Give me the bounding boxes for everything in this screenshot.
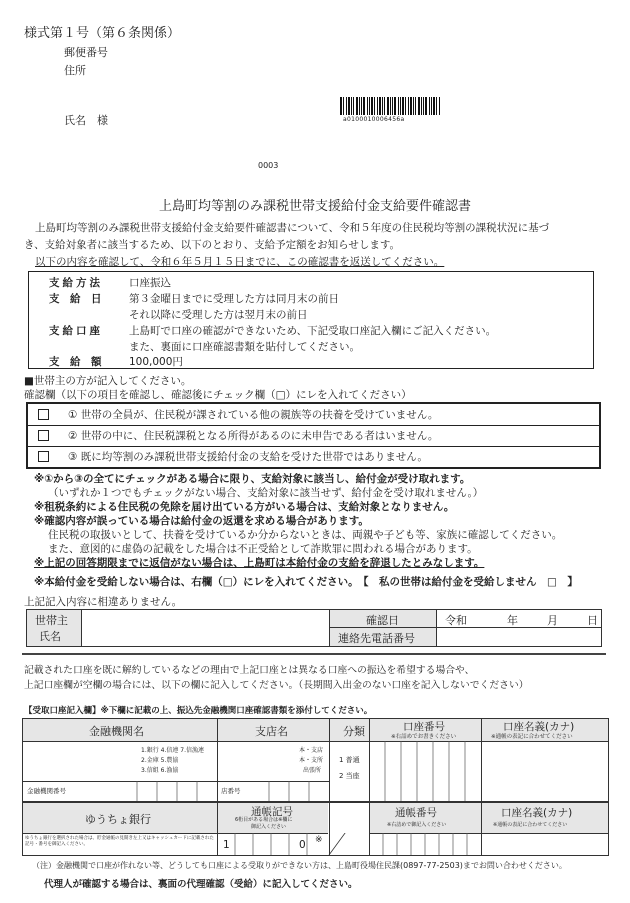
checkbox[interactable] (38, 409, 49, 420)
barcode-bar (390, 97, 391, 115)
intro-line-1: 上島町均等割のみ課税世帯支援給付金支給要件確認書について、令和５年度の住民税均等割の課税状況に基づ (35, 222, 550, 234)
decline-statement[interactable]: 【 私の世帯は給付金を受給しません □ 】 (358, 576, 578, 588)
holder-header: 口座名義(カナ) (503, 721, 575, 733)
type-header: 分類 (343, 725, 365, 738)
checklist-item[interactable] (28, 425, 599, 447)
checkbox[interactable] (38, 451, 49, 462)
amount-label: 支 給 額 (49, 356, 102, 368)
barcode-bar (374, 97, 375, 115)
barcode-bar (379, 97, 381, 115)
type-2[interactable]: 2 当座 (339, 772, 360, 780)
name-input[interactable] (82, 610, 329, 646)
date-value-2: それ以降に受理した方は翌月末の前日 (129, 309, 308, 321)
barcode-bar (413, 97, 414, 115)
intro-line-3: 以下の内容を確認して、令和６年５月１５日までに、この確認書を返送してください。 (35, 256, 445, 268)
intro-line-2: き、支給対象者に該当するため、以下のとおり、支給予定額をお知らせします。 (24, 239, 401, 251)
confirm-date-label: 確認日 (366, 614, 399, 627)
footer-note: （注）金融機関で口座が作れない等、どうしても口座による受取りができない方は、上島町役場住民課(0897-77-2503)までお問い合わせください。 (32, 861, 567, 870)
barcode-bar (405, 97, 406, 115)
barcode-bar (361, 97, 362, 115)
checklist-text: ② 世帯の中に、住民税課税となる所得があるのに未申告である者はいません。 (68, 430, 439, 442)
account-form-yucho (22, 802, 609, 856)
bank-types-3: 3.信組 6.漁協 (141, 767, 179, 774)
barcode-bar (367, 97, 368, 115)
holder-note: ※通帳の表記に合わせてください (491, 734, 573, 740)
passbook-boxes[interactable] (369, 833, 481, 855)
checklist-text: ① 世帯の全員が、住民税が課されている他の親族等の扶養を受けていません。 (68, 409, 439, 421)
household-note-2: 確認欄（以下の項目を確認し、確認後にチェック欄（□）にレを入れてください） (24, 389, 412, 401)
holder2-note: ※通帳の表記に合わせてください (493, 822, 568, 828)
barcode-bar (387, 97, 389, 115)
barcode-bar (431, 97, 432, 115)
name-label: 氏名 様 (64, 114, 108, 127)
symbol-zero: 0 (299, 839, 306, 851)
barcode-bar (353, 97, 354, 115)
amount-value: 100,000円 (129, 356, 183, 368)
account-no-note: ※右詰めでお書きください (391, 734, 457, 740)
yucho-label: ゆうちょ銀行 (85, 813, 151, 826)
method-label: 支給方法 (49, 277, 103, 289)
barcode-bar (433, 97, 435, 115)
bank-code-label: 金融機関番号 (27, 787, 66, 795)
symbol-mark: ※ (315, 835, 323, 845)
barcode-bar (408, 97, 409, 115)
symbol-label: 通帳記号 (251, 806, 293, 818)
barcode-bar (402, 97, 404, 115)
barcode-bar (348, 97, 350, 115)
branch-code-label: 店番号 (221, 787, 241, 795)
symbol-boxes[interactable] (217, 833, 369, 855)
confirm-statement: 上記記入内容に相違ありません。 (24, 596, 183, 608)
account-note-2: 上記口座欄が空欄の場合には、以下の欄に記入してください。（長期間入出金のない口座を記入しないでください） (24, 680, 529, 691)
barcode-bar (415, 97, 416, 115)
barcode-bar (394, 97, 396, 115)
branch-name-header: 支店名 (255, 725, 288, 738)
barcode-bar (346, 97, 347, 115)
note-5: ※本給付金を受給しない場合は、右欄（□）にレを入れてください。 (34, 576, 359, 588)
barcode-bar (356, 97, 358, 115)
household-note-1: ■世帯主の方が記入してください。 (24, 375, 192, 387)
name-label-cell: 氏名 (39, 630, 61, 643)
barcode-bar (340, 97, 342, 115)
account-label: 支給口座 (49, 325, 103, 337)
checklist-item[interactable] (28, 404, 599, 426)
year-label: 年 (507, 614, 518, 627)
barcode-bar (423, 97, 424, 115)
barcode-bar (343, 97, 344, 115)
method-value: 口座振込 (129, 277, 171, 289)
confirm-table (26, 609, 602, 647)
date-value-1: 第３金曜日までに受理した方は同月末の前日 (129, 293, 339, 305)
barcode-bar (384, 97, 385, 115)
account-form-upper (22, 718, 609, 802)
account-no-boxes[interactable] (369, 741, 481, 801)
barcode-bar (369, 97, 370, 115)
bank-types-1: 1.銀行 4.信連 7.信漁連 (141, 747, 204, 754)
passbook-no-label: 通帳番号 (395, 807, 437, 819)
barcode-bar (400, 97, 401, 115)
head-label-cell (27, 610, 82, 646)
barcode-bar (418, 97, 420, 115)
form-number: 様式第１号（第６条関係） (24, 26, 181, 41)
barcode-bar (359, 97, 360, 115)
barcode-bar (398, 97, 399, 115)
note-3b: 住民税の取扱いとして、扶養を受けているか分からないときは、両親や子ども等、家族に確認してください。 (48, 529, 563, 541)
barcode-bar (421, 97, 422, 115)
barcode (340, 97, 440, 115)
note-3: ※確認内容が誤っている場合は給付金の返還を求める場合があります。 (34, 515, 369, 527)
branch-types-3: 出張所 (303, 767, 322, 774)
checklist-item[interactable] (28, 446, 599, 467)
account-note-1: 記載された口座を既に解約しているなどの理由で上記口座とは異なる口座への振込を希望する場合や、 (24, 665, 475, 676)
account-no-header: 口座番号 (403, 721, 445, 733)
payment-box (28, 271, 594, 369)
head-label: 世帯主 (35, 614, 68, 627)
barcode-bar (436, 97, 437, 115)
checklist-box (26, 402, 601, 469)
note-1b: （いずれか１つでもチェックがない場合、支給対象に該当せず、給付金を受け取れません。） (48, 487, 484, 499)
branch-types-1: 本・支店 (299, 747, 324, 754)
note-2: ※租税条約による住民税の免除を届け出ている方がいる場合は、支給対象となりません。 (34, 501, 455, 513)
address-label: 住所 (64, 64, 86, 77)
barcode-bar (425, 97, 427, 115)
symbol-first: 1 (223, 839, 230, 851)
phone-input[interactable] (436, 628, 601, 646)
barcode-bar (439, 97, 440, 115)
symbol-note-2: 御記入ください (251, 824, 287, 830)
bank-types-2: 2.金庫 5.農協 (141, 757, 179, 764)
barcode-bar (410, 97, 412, 115)
phone-label: 連絡先電話番号 (338, 632, 415, 645)
branch-types-2: 本・支所 (299, 757, 324, 764)
code-boxes[interactable] (23, 781, 608, 801)
symbol-note-1: 6桁目がある場合は※欄に (235, 817, 293, 823)
yucho-note: ゆうちょ銀行を選択された場合は、貯金通帳の見開き左上又はキャッシュカードに記載された記号・番号を御記入ください。 (25, 836, 214, 847)
page-title: 上島町均等割のみ課税世帯支援給付金支給要件確認書 (158, 199, 471, 214)
checklist-text: ③ 既に均等割のみ課税世帯支援給付金の支給を受けた世帯ではありません。 (68, 451, 428, 463)
barcode-bar (392, 97, 393, 115)
note-4: ※上記の回答期限までに返信がない場合は、上島町は本給付金の支給を辞退したとみなします。 (34, 557, 485, 569)
note-1: ※①から③の全てにチェックがある場合に限り、支給対象に該当し、給付金が受け取れます。 (34, 473, 471, 485)
checkbox[interactable] (38, 430, 49, 441)
date-phone-labels (329, 610, 437, 646)
barcode-bar (363, 97, 365, 115)
era-label: 令和 (445, 614, 467, 627)
note-3c: また、意図的に虚偽の記載をした場合は不正受給として詐欺罪に問われる場合があります。 (48, 543, 478, 555)
barcode-bar (382, 97, 383, 115)
month-label: 月 (547, 614, 558, 627)
barcode-bar (377, 97, 378, 115)
postal-code-label: 郵便番号 (64, 46, 108, 59)
barcode-bar (429, 97, 430, 115)
date-label: 支 給 日 (49, 293, 102, 305)
code-number: 0003 (258, 161, 279, 170)
type-1[interactable]: 1 普通 (339, 756, 360, 764)
bank-name-header: 金融機関名 (89, 725, 144, 738)
footer-agent: 代理人が確認する場合は、裏面の代理確認（受給）に記入してください。 (44, 879, 358, 890)
account-form-title: 【受取口座記入欄】※下欄に記載の上、振込先金融機関口座確認書類を添付してください。 (24, 706, 373, 716)
day-label: 日 (587, 614, 598, 627)
barcode-bar (371, 97, 373, 115)
barcode-bar (351, 97, 352, 115)
holder2-label: 口座名義(カナ) (501, 807, 573, 819)
passbook-no-note: ※右詰めで御記入ください (387, 822, 447, 828)
account-value-1: 上島町で口座の確認ができないため、下記受取口座記入欄にご記入ください。 (129, 325, 497, 337)
barcode-text: a0100010006456a (343, 116, 405, 123)
account-value-2: また、裏面に口座確認書類を貼付してください。 (129, 341, 360, 353)
